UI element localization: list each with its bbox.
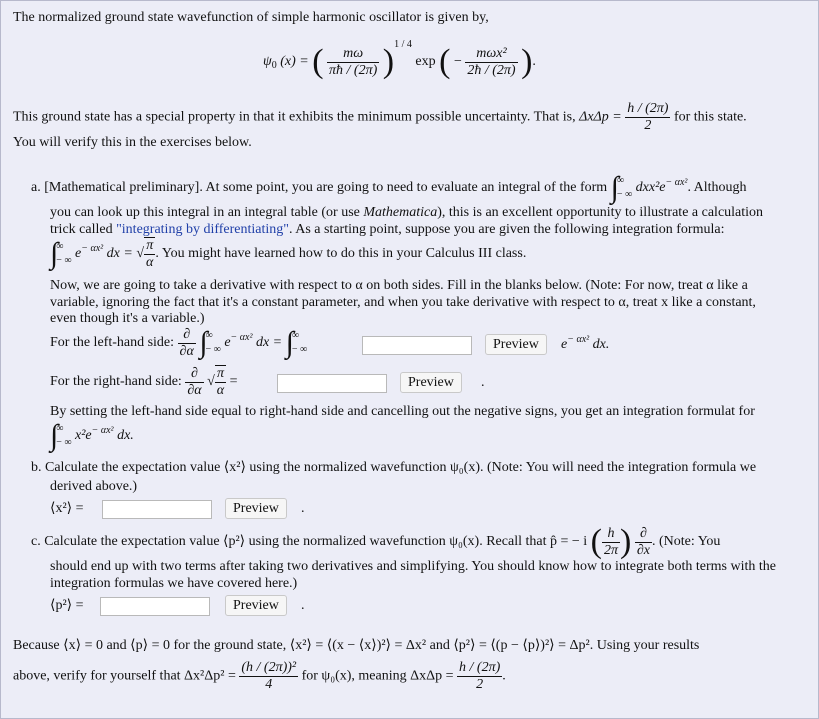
x2-preview-button[interactable]: Preview [225,498,287,519]
p2-preview-button[interactable]: Preview [225,595,287,616]
rhs-row: For the right-hand side: $\frac{\partial}{\partial\alpha}$ √ $\frac{\pi}{\alpha}$ = [50,365,238,398]
part-a-line-4: Now, we are going to take a derivative with respect to α on both sides. Fill in the blanks below. (Note: For now, treat α like a [50,278,748,293]
part-b-line-1: b. Calculate the expectation value ⟨x²⟩ using the normalized wavefunction ψ₀(x). (Note: You will need the integration formula we [31,460,757,475]
rhs-answer-input[interactable] [277,374,387,393]
outro-line-2: above, verify for yourself that Δx²Δp² = $\frac{\text{(h / (2π))²}}{4}$ for ψ₀(x), meaning ΔxΔp = $\frac{h / (2\pi)}{2}$ . [13,660,506,692]
lhs-tail: $e^{- \alpha x^2}$ dx. [561,334,610,352]
rhs-preview-button[interactable]: Preview [400,372,462,393]
p2-label: ⟨p²⟩ = [50,598,84,613]
x2-label: ⟨x²⟩ = [50,501,84,516]
part-a-line-2: you can look up this integral in an integral table (or use Mathematica), this is an excellent opportunity to illustrate a calculation [50,205,764,220]
part-a-line-1: a. [Mathematical preliminary]. At some point, you are going to need to evaluate an integral of the form ∫∞ − ∞ $dxx^2e^{- \alpha x^2}$. Although [31,171,747,204]
gaussian-formula: ∫∞ − ∞ $e^{- \alpha x^2}$ dx = √ $\frac{\pi}{\alpha}$ . You might have learned how to do this in your Calculus III class. [50,237,527,270]
integrating-by-differentiating-link[interactable]: "integrating by differentiating" [116,222,289,237]
lhs-row: For the left-hand side: $\frac{\partial}{\partial\alpha}$ ∫∞ − ∞ $e^{- \alpha x^2}$ dx = ∫∞ − ∞ [50,326,308,359]
part-c-line-2: should end up with two terms after taking two derivatives and simplifying. You should know how to integrate both terms with the [50,559,776,574]
intro-line-3: You will verify this in the exercises below. [13,135,252,150]
outro-line-1: Because ⟨x⟩ = 0 and ⟨p⟩ = 0 for the ground state, ⟨x²⟩ = ⟨(x − ⟨x⟩)²⟩ = Δx² and ⟨p²⟩ = ⟨(p − ⟨p⟩)²⟩ = Δp². Using your results [13,638,700,653]
wavefunction-equation: $\psi_0$ (x) = ( $\frac{m\omega}{\pi ħ / (2\pi)}$ )$^{1 / 4}$ exp ( − $\frac{\text{mωx²}}{2ħ / (2\pi)}$ ). [263,39,536,80]
problem-page: The normalized ground state wavefunction of simple harmonic oscillator is given by, $\psi_0$ (x) = ( $\frac{m\omega}{\pi ħ / (2\pi)}$ )$^{1 / 4}$ exp ( − $\frac{\text{mωx²}}{2ħ / (2\pi)}$ ). This ground state has a special property in that it exhibits the minimum possible uncertainty. That is, ΔxΔp = $\frac{h / (2\pi)}{2}$ for this state. You will verify this in the exercises below. a. [Mathematical preliminary]. At some point, you are going to need to evaluate an integral of the form ∫∞ − ∞ $dxx^2e^{- \alpha x^2}$. Although you can look up this integral in an integral table (or use Mathematica), this is an excellent opportunity to illustrate a calculation trick called "integrating by differentiating". As a starting point, suppose you are given the following integration formula: ∫∞ − ∞ $e^{- \alpha x^2}$ dx = √ $\frac{\pi}{\alpha}$ . You might have learned how to do this in your Calculus III class. Now, we are going to take a derivative with respect to α on both sides. Fill in the blanks below. (Note: For now, treat α like a variable, ignoring the fact that it's a constant parameter, and when you take derivative with respect to α, treat x like a constant, even though it's a variable.) For the left-hand side: $\frac{\partial}{\partial\alpha}$ ∫∞ − ∞ $e^{- \alpha x^2}$ dx = ∫∞ − ∞ Preview $e^{- \alpha x^2}$ dx. For the right-hand side: $\frac{\partial}{\partial\alpha}$ √ $\frac{\pi}{\alpha}$ = Preview . By setting the left-hand side equal to right-hand side and cancelling out the negative signs, you get an integration formulat for ∫∞ − ∞ $x^2e^{- \alpha x^2}$ dx. b. Calculate the expectation value ⟨x²⟩ using the normalized wavefunction ψ₀(x). (Note: You will need the integration formula we derived above.) ⟨x²⟩ = Preview . c. Calculate the expectation value ⟨p²⟩ using the normalized wavefunction ψ₀(x). Recall that p̂ = − i ( $\frac{h}{2\pi}$ ) $\frac{\partial}{\partial x}$ . (Note: You should end up with two terms after taking two derivatives and simplifying. You should know how to integrate both terms with the integration formulas we have covered here.) ⟨p²⟩ = Preview . Because ⟨x⟩ = 0 and ⟨p⟩ = 0 for the ground state, ⟨x²⟩ = ⟨(x − ⟨x⟩)²⟩ = Δx² and ⟨p²⟩ = ⟨(p − ⟨p⟩)²⟩ = Δp². Using your results above, verify for yourself that Δx²Δp² = $\frac{\text{(h / (2π))²}}{4}$ for ψ₀(x), meaning ΔxΔp = $\frac{h / (2\pi)}{2}$ . [0,0,819,719]
part-a-line-5: variable, ignoring the fact that it's a constant parameter, and when you take derivative with respect to α, treat x like a constant, [50,295,756,310]
uncertainty-line: This ground state has a special property in that it exhibits the minimum possible uncertainty. That is, ΔxΔp = $\frac{h / (2\pi)}{2}$ for this state. [13,101,747,133]
lhs-preview-button[interactable]: Preview [485,334,547,355]
part-c-line-1: c. Calculate the expectation value ⟨p²⟩ using the normalized wavefunction ψ₀(x). Recall that p̂ = − i ( $\frac{h}{2\pi}$ ) $\frac{\partial}{\partial x}$ . (Note: You [31,523,721,560]
lhs-answer-input[interactable] [362,336,472,355]
x2-answer-input[interactable] [102,500,212,519]
result-integral: ∫∞ − ∞ $x^2e^{- \alpha x^2}$ dx. [50,419,134,452]
p2-answer-input[interactable] [100,597,210,616]
part-b-line-2: derived above.) [50,479,138,494]
part-c-line-3: integration formulas we have covered here.) [50,576,298,591]
part-a-line-7: By setting the left-hand side equal to right-hand side and cancelling out the negative signs, you get an integration formulat for [50,404,755,419]
part-a-line-6: even though it's a variable.) [50,311,205,326]
intro-line: The normalized ground state wavefunction of simple harmonic oscillator is given by, [13,10,489,25]
part-a-line-3: trick called "integrating by differentiating". As a starting point, suppose you are given the following integration formula: [50,222,725,237]
